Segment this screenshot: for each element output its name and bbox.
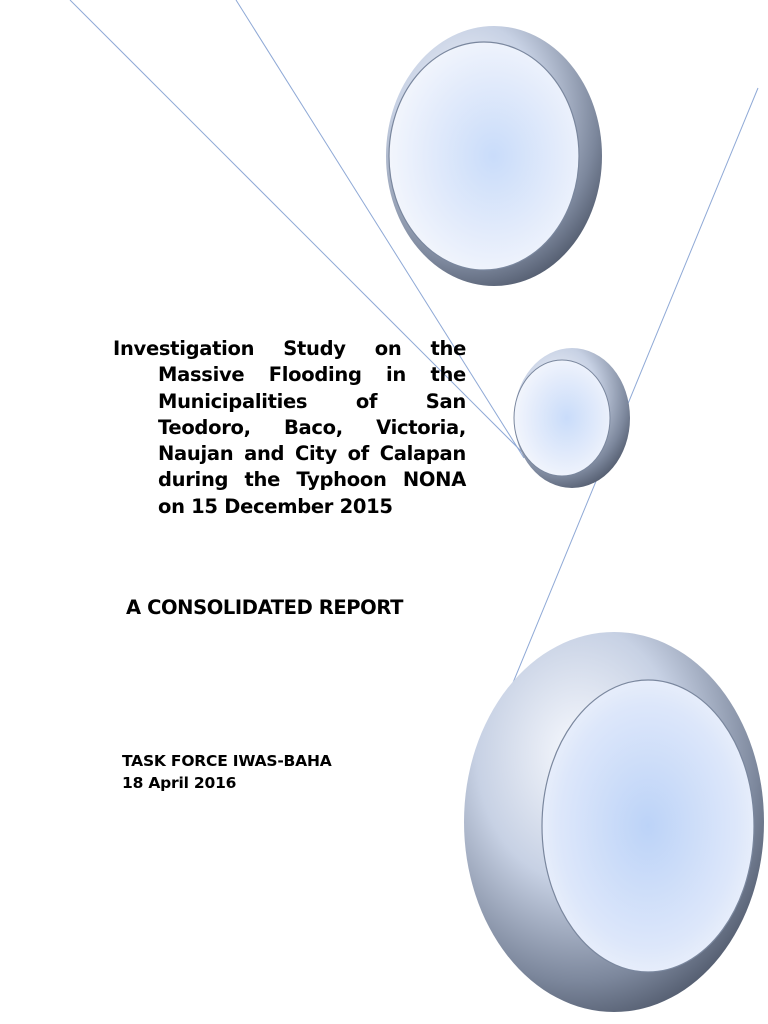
organization-name: TASK FORCE IWAS-BAHA bbox=[122, 752, 332, 770]
report-date: 18 April 2016 bbox=[122, 774, 237, 792]
report-title: Investigation Study on the Massive Flooding in the Municipalities of San Teodoro, Baco, Victoria, Naujan and City of Calapan during the Typhoon NONA on 15 December 2015 bbox=[113, 337, 466, 518]
report-subtitle: A CONSOLIDATED REPORT bbox=[126, 596, 403, 619]
decor-disc-bottom bbox=[464, 632, 764, 1012]
decor-disc-middle bbox=[514, 348, 630, 488]
decor-disc-top bbox=[386, 26, 602, 286]
